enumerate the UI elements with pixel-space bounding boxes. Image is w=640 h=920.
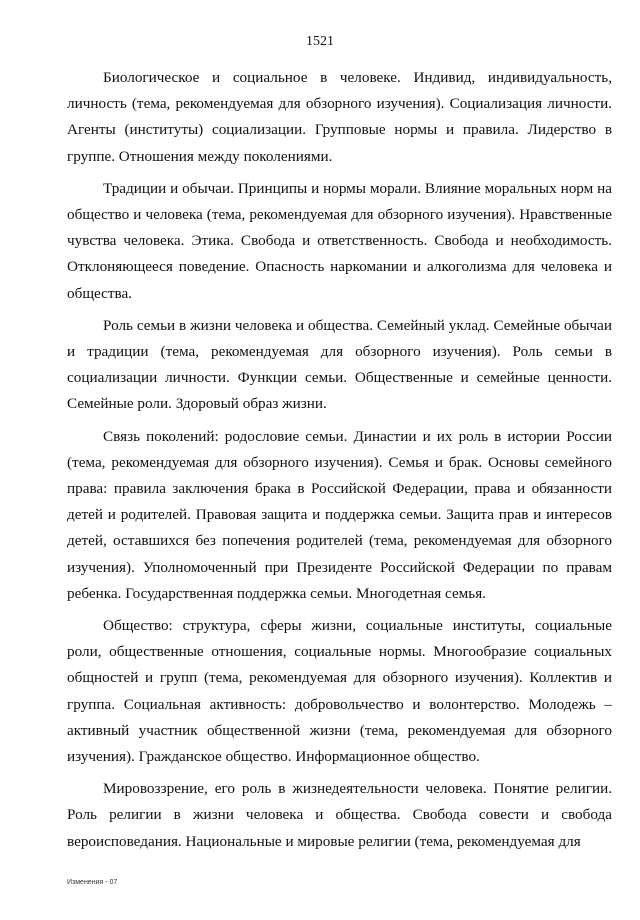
paragraph-generations: Связь поколений: родословие семьи. Династии и их роль в истории России (тема, рекомендуемая для обзорного изучения). Семья и брак. Основы семейного права: правила заключения брака в Российской Федерации, права и обязанности детей и родителей. Правовая защита и поддержка семьи. Защита прав и интересов детей, оставшихся без попечения родителей (тема, рекомендуемая для обзорного изучения). Уполномоченный при Президенте Российской Федерации по правам ребенка. Государственная поддержка семьи. Многодетная семья. bbox=[67, 427, 612, 602]
paragraph-society: Общество: структура, сферы жизни, социальные институты, социальные роли, общественные отношения, социальные нормы. Многообразие социальных общностей и групп (тема, рекомендуемая для обзорного изучения). Коллектив и группа. Социальная активность: добровольчество и волонтерство. Молодежь – активный участник общественной жизни (тема, рекомендуемая для обзорного изучения). Гражданское общество. Информационное общество. bbox=[67, 617, 612, 766]
footer-revision-note: Изменения - 07 bbox=[67, 879, 118, 886]
paragraph-socialization: Биологическое и социальное в человеке. Индивид, индивидуальность, личность (тема, рекомендуемая для обзорного изучения). Социализация личности. Агенты (институты) социализации. Групповые нормы и правила. Лидерство в группе. Отношения между поколениями. bbox=[67, 69, 612, 165]
page-number: 1521 bbox=[306, 34, 334, 49]
paragraph-morals: Традиции и обычаи. Принципы и нормы морали. Влияние моральных норм на общество и человека (тема, рекомендуемая для обзорного изучения). Нравственные чувства человека. Этика. Свобода и ответственность. Свобода и необходимость. Отклоняющееся поведение. Опасность наркомании и алкоголизма для человека и общества. bbox=[67, 179, 612, 302]
paragraph-worldview: Мировоззрение, его роль в жизнедеятельности человека. Понятие религии. Роль религии в жизни человека и общества. Свобода совести и свобода вероисповедания. Национальные и мировые религии (тема, рекомендуемая для bbox=[67, 780, 612, 850]
body-text bbox=[67, 65, 612, 861]
paragraph-family-role: Роль семьи в жизни человека и общества. Семейный уклад. Семейные обычаи и традиции (тема, рекомендуемая для обзорного изучения). Роль семьи в социализации личности. Функции семьи. Общественные и семейные ценности. Семейные роли. Здоровый образ жизни. bbox=[67, 316, 612, 413]
